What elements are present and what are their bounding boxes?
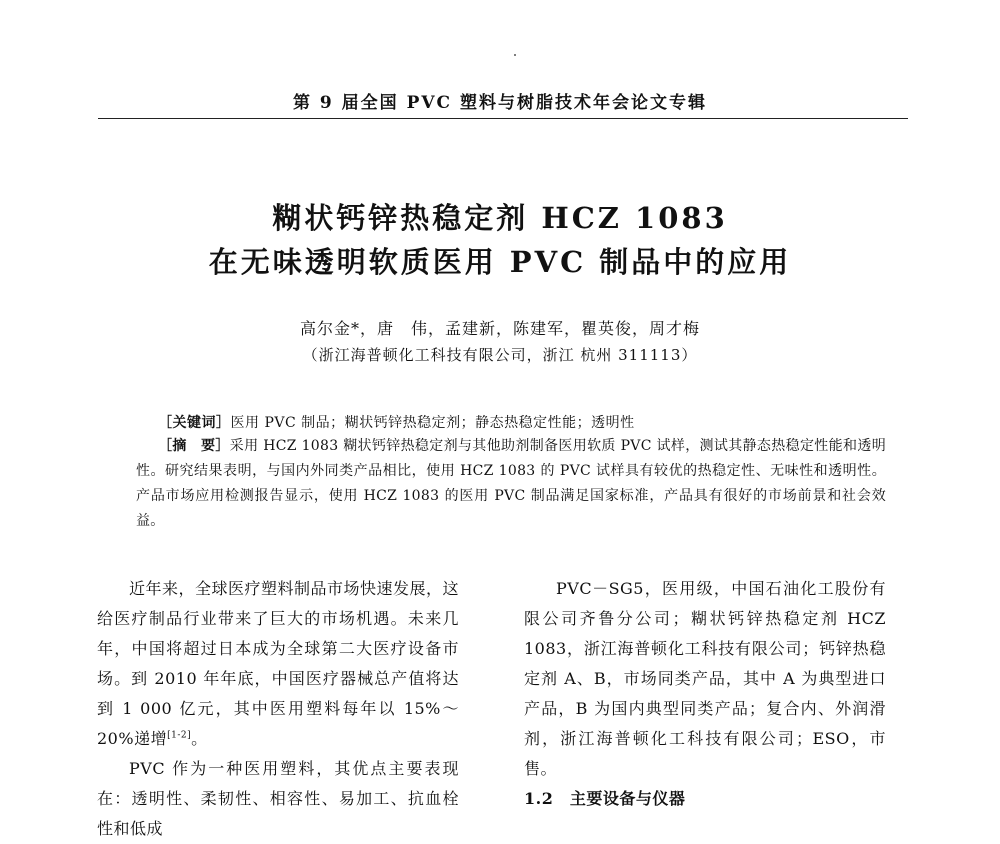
scan-speck [514, 54, 516, 56]
paragraph: PVC 作为一种医用塑料，其优点主要表现在：透明性、柔韧性、相容性、易加工、抗血栓性和低成 [97, 759, 459, 838]
abstract [136, 434, 886, 534]
left-column [97, 574, 459, 844]
abstract-label: ［摘 要］ [158, 438, 230, 454]
title-line-1: 糊状钙锌热稳定剂 HCZ 1083 [272, 201, 728, 235]
paragraph [97, 574, 459, 754]
abstract-text: 采用 HCZ 1083 糊状钙锌热稳定剂与其他助剂制备医用软质 PVC 试样，测试其静态热稳定性能和透明性。研究结果表明，与国内外同类产品相比，使用 HCZ 1083 的 PVC 试样具有较优的热稳定性、无味性和透明性。产品市场应用检测报告显示，使用 HCZ 1083 的医用 PVC 制品满足国家标准，产品具有很好的市场前景和社会效益。 [136, 438, 886, 529]
running-head: 第 9 届全国 PVC 塑料与树脂技术年会论文专辑 [292, 93, 707, 113]
section-heading: 1.2 主要设备与仪器 [524, 789, 686, 808]
paragraph: PVC－SG5，医用级，中国石油化工股份有限公司齐鲁分公司；糊状钙锌热稳定剂 HCZ 1083，浙江海普顿化工科技有限公司；钙锌热稳定剂 A、B，市场同类产品，其中 A 为典型进口产品，B 为国内典型同类产品；复合内、外润滑剂，浙江海普顿化工科技有限公司；ESO，市售。 [524, 579, 886, 778]
keywords-label: ［关键词］ [158, 415, 231, 431]
paragraph-end: 。 [191, 729, 208, 748]
keywords-text: 医用 PVC 制品；糊状钙锌热稳定剂；静态热稳定性能；透明性 [230, 415, 635, 431]
citation-ref: [1-2] [167, 730, 192, 741]
paragraph-text: 近年来，全球医疗塑料制品市场快速发展，这给医疗制品行业带来了巨大的市场机遇。未来几年，中国将超过日本成为全球第二大医疗设备市场。到 2010 年年底，中国医疗器械总产值将达到 1 000 亿元，其中医用塑料每年以 15%～20%递增 [97, 579, 460, 748]
right-column [524, 574, 886, 814]
affiliation: （浙江海普顿化工科技有限公司，浙江 杭州 311113） [302, 346, 698, 364]
keywords [158, 412, 635, 432]
title-line-2: 在无味透明软质医用 PVC 制品中的应用 [208, 245, 792, 279]
authors: 高尔金*，唐 伟，孟建新，陈建军，瞿英俊，周才梅 [299, 319, 700, 338]
header-rule [98, 118, 908, 119]
